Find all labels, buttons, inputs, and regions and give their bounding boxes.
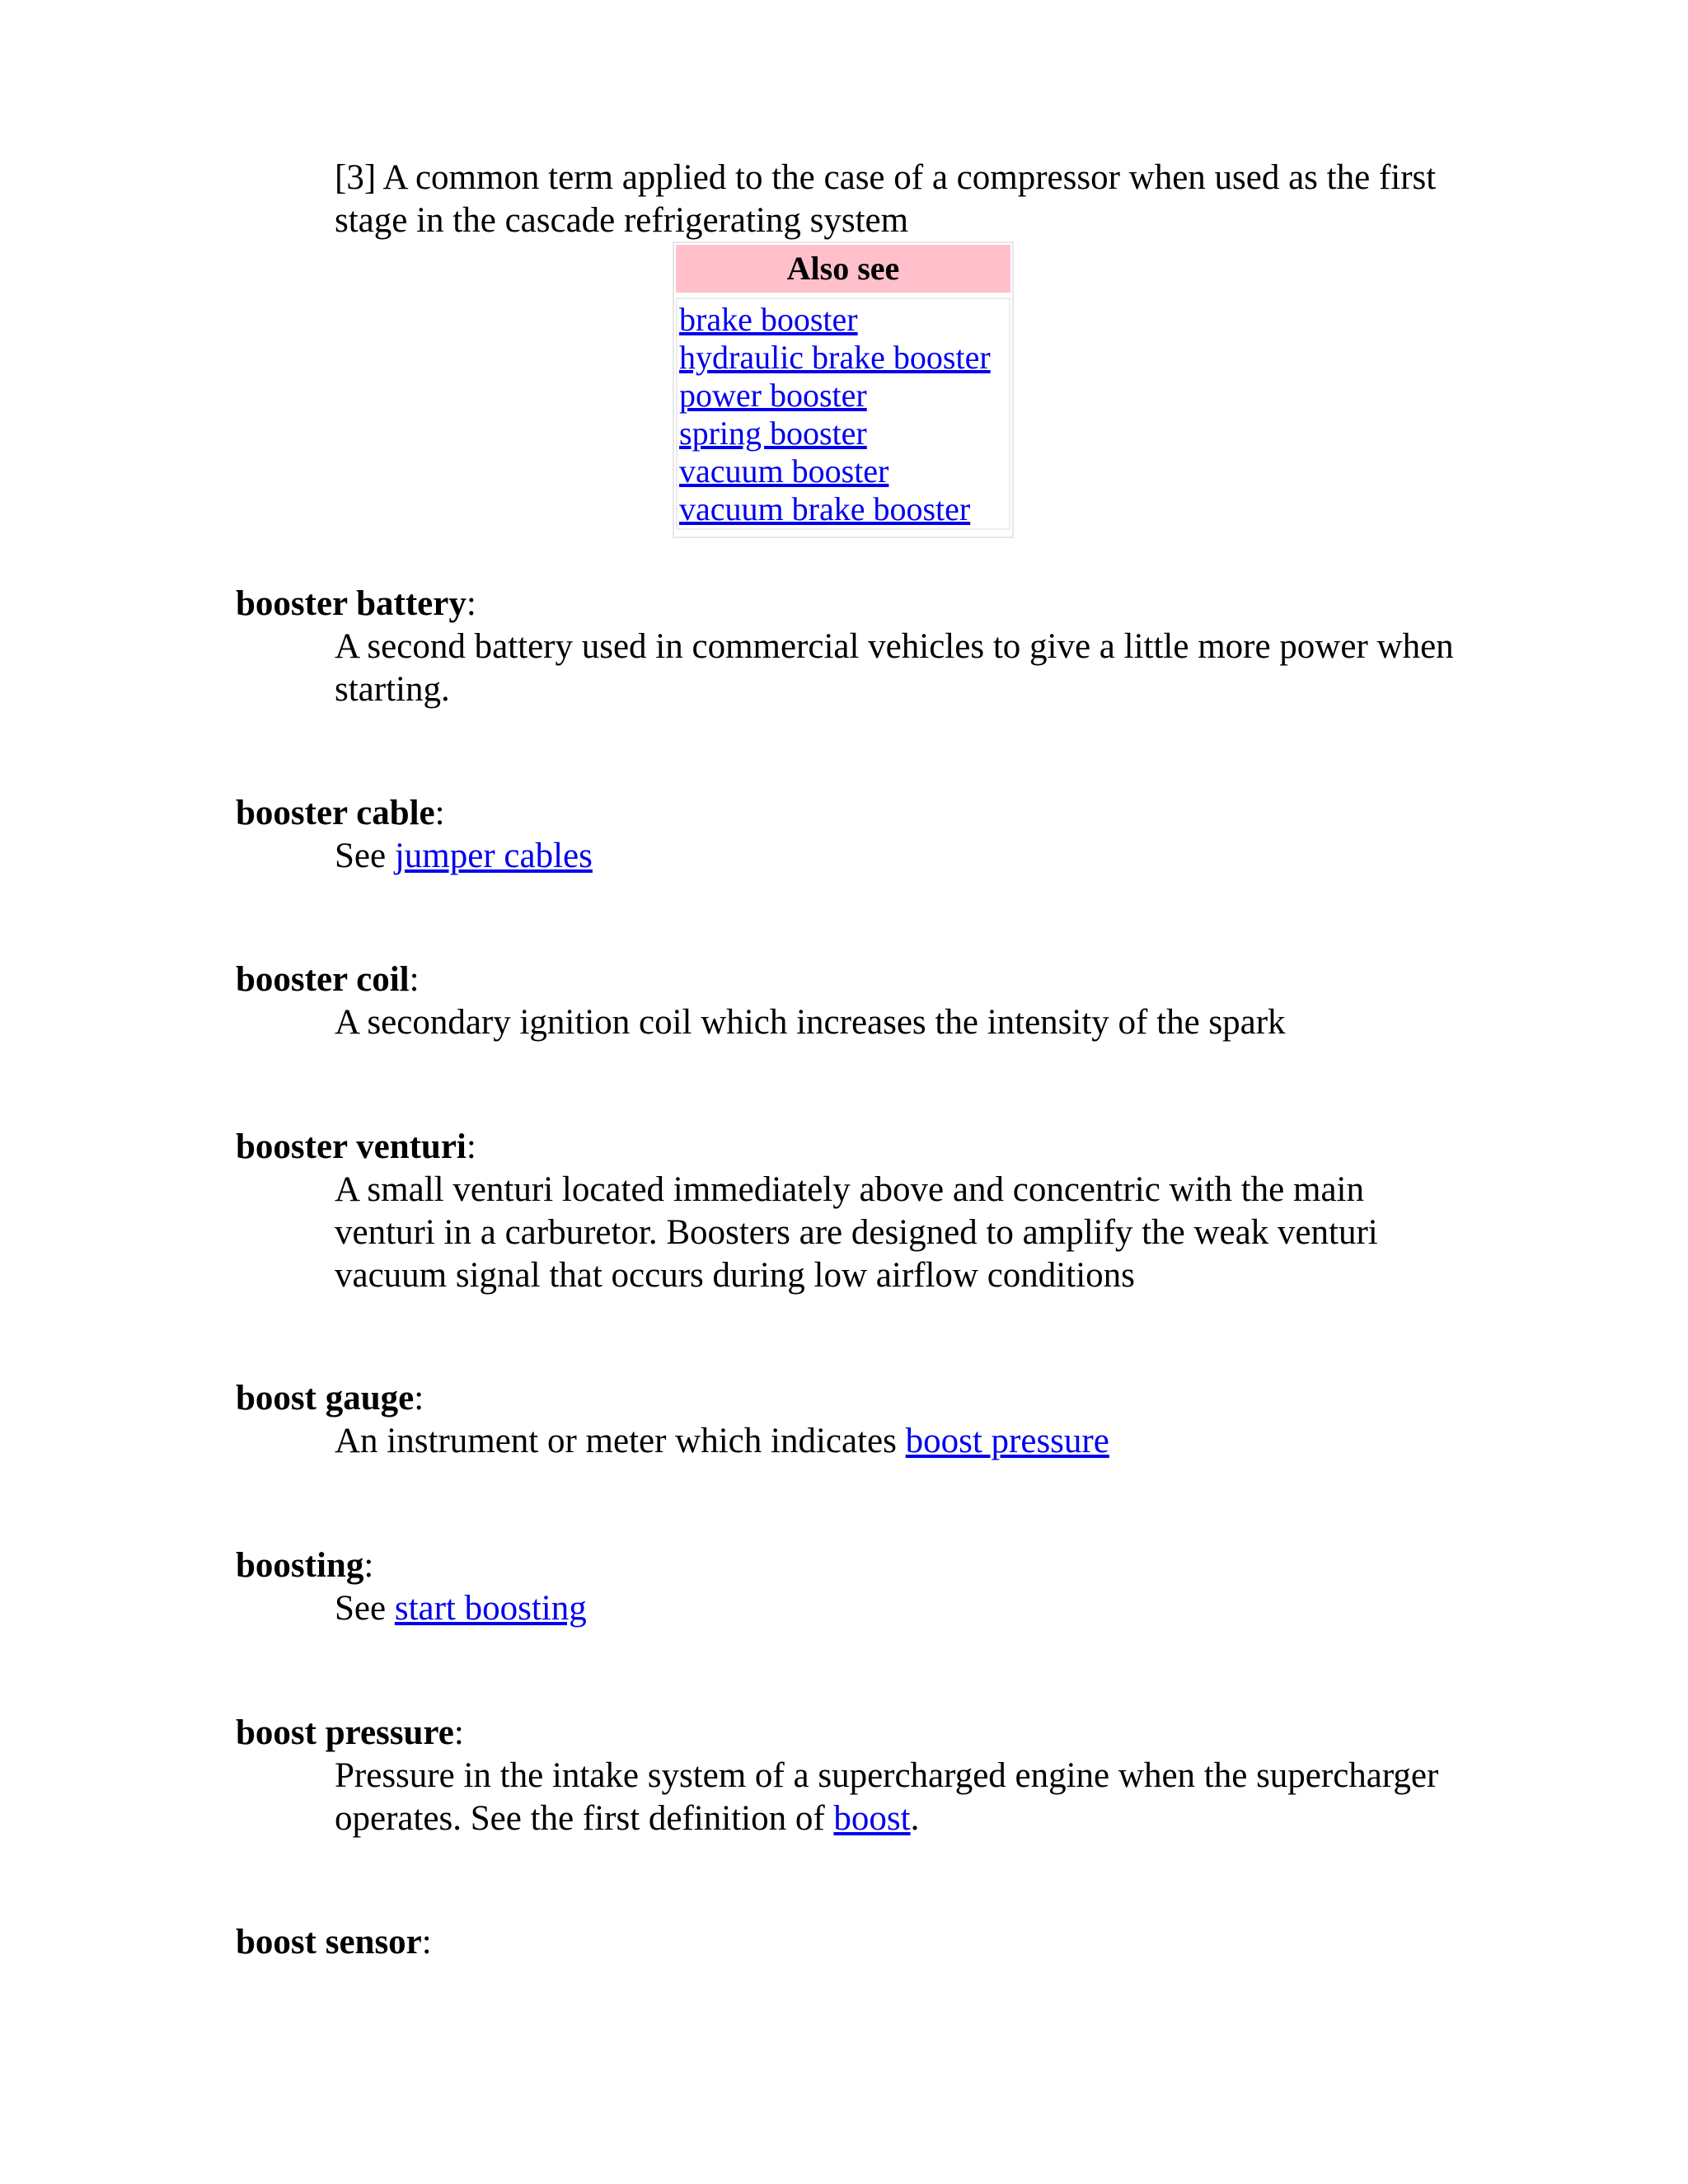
term-boost-sensor — [236, 1921, 432, 1964]
term-colon: : — [363, 1546, 374, 1585]
definition-text: See — [335, 837, 395, 875]
term-colon: : — [453, 1713, 464, 1752]
link-boost[interactable]: boost — [833, 1799, 911, 1838]
definition-booster-battery: A second battery used in commercial vehicles to give a little more power when starting. — [335, 627, 1454, 709]
term-boost-gauge — [236, 1377, 424, 1420]
link-start-boosting[interactable]: start boosting — [394, 1589, 587, 1628]
also-see-link-spring-booster[interactable]: spring booster — [679, 415, 867, 452]
term-label: booster cable — [236, 794, 435, 832]
definition-booster-cable — [335, 835, 1472, 878]
definition-boosting — [335, 1587, 1472, 1630]
term-colon: : — [434, 794, 445, 832]
also-see-link-brake-booster[interactable]: brake booster — [679, 301, 858, 338]
also-see-link-vacuum-booster[interactable]: vacuum booster — [679, 452, 889, 490]
definition-suffix: . — [910, 1799, 920, 1838]
term-booster-venturi — [236, 1126, 476, 1169]
also-see-link-vacuum-brake-booster[interactable]: vacuum brake booster — [679, 490, 971, 527]
term-booster-cable — [236, 792, 445, 835]
term-boosting — [236, 1544, 373, 1587]
term-label: booster battery — [236, 584, 467, 623]
term-label: booster coil — [236, 960, 410, 999]
definition-booster-coil: A secondary ignition coil which increases the intensity of the spark — [335, 1003, 1286, 1042]
definition-text: Pressure in the intake system of a supercharged engine when the supercharger operates. See the first definition of — [335, 1756, 1439, 1838]
also-see-link-power-booster[interactable]: power booster — [679, 377, 867, 414]
link-boost-pressure[interactable]: boost pressure — [905, 1422, 1109, 1460]
term-booster-battery — [236, 583, 476, 626]
term-colon: : — [466, 584, 476, 623]
term-label: boosting — [236, 1546, 364, 1585]
also-see-list — [676, 298, 1010, 530]
definition-booster-venturi: A small venturi located immediately above and concentric with the main venturi in a carburetor. Boosters are designed to amplify the weak venturi vacuum signal that occurs during low airflow conditions — [335, 1170, 1378, 1295]
also-see-box — [673, 241, 1014, 538]
term-label: boost sensor — [236, 1923, 422, 1961]
term-label: booster venturi — [236, 1127, 467, 1166]
term-colon: : — [421, 1923, 432, 1961]
term-colon: : — [466, 1127, 476, 1166]
also-see-link-hydraulic-brake-booster[interactable]: hydraulic brake booster — [679, 339, 991, 376]
term-colon: : — [409, 960, 420, 999]
term-booster-coil — [236, 958, 420, 1001]
continuation-definition: [3] A common term applied to the case of a compressor when used as the first stage in the cascade refrigerating system — [335, 158, 1437, 240]
definition-boost-gauge — [335, 1420, 1472, 1463]
definition-boost-pressure — [335, 1755, 1439, 1840]
also-see-header: Also see — [676, 245, 1010, 293]
term-label: boost pressure — [236, 1713, 454, 1752]
term-colon: : — [414, 1379, 424, 1418]
definition-text: See — [335, 1589, 395, 1628]
definition-text: An instrument or meter which indicates — [335, 1422, 906, 1460]
link-jumper-cables[interactable]: jumper cables — [394, 837, 593, 875]
term-label: boost gauge — [236, 1379, 415, 1418]
term-boost-pressure — [236, 1712, 464, 1755]
